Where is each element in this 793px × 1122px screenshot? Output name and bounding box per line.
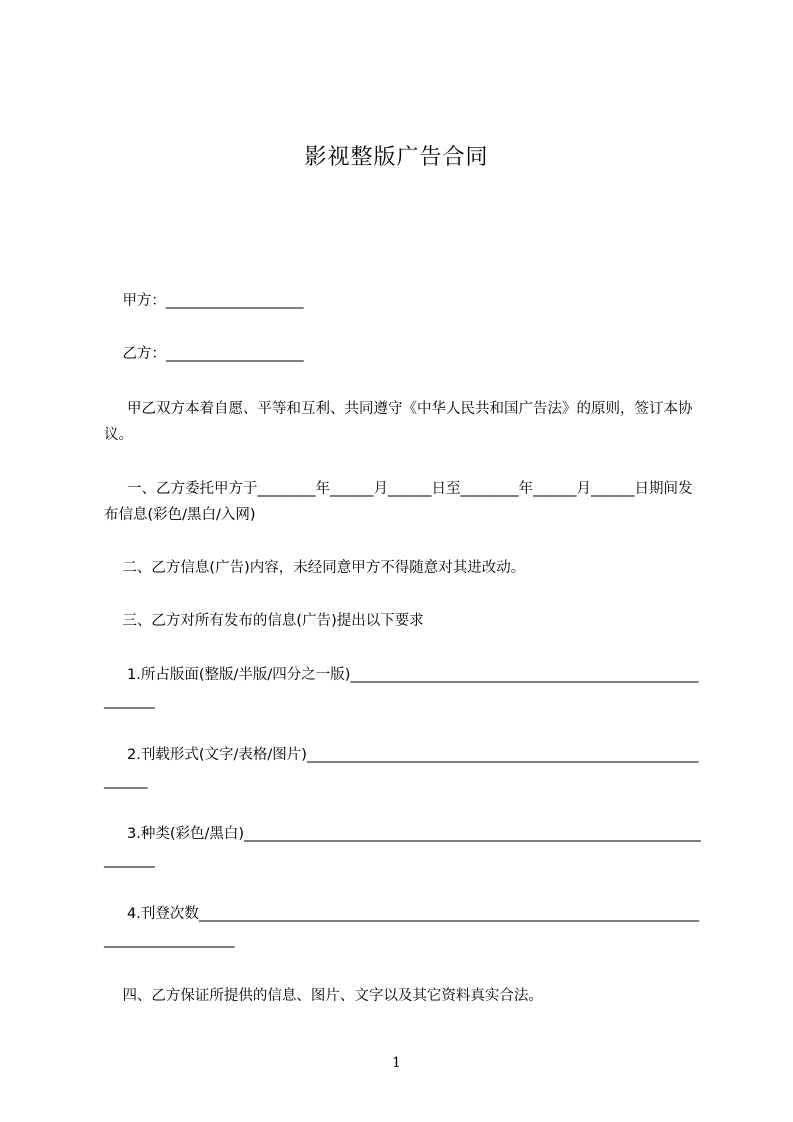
clause-1: 一、乙方委托甲方于________年______月______日至________年______月______日期间发布信息(彩色/黑白/入网) <box>104 481 693 523</box>
clause-2: 二、乙方信息(广告)内容，未经同意甲方不得随意对其进改动。 <box>104 560 526 576</box>
clause-3: 三、乙方对所有发布的信息(广告)提出以下要求 <box>104 613 424 629</box>
clause-4: 四、乙方保证所提供的信息、图片、文字以及其它资料真实合法。 <box>104 988 543 1004</box>
document-title: 影视整版广告合同 <box>304 145 489 170</box>
intro-paragraph: 甲乙双方本着自愿、平等和互利、共同遵守《中华人民共和国广告法》的原则，签订本协议。 <box>104 401 693 443</box>
requirement-3: 3.种类(彩色/黑白)______________________________________________________________________ <box>104 826 701 868</box>
party-a-line: 甲方：___________________ <box>104 293 304 309</box>
requirement-2: 2.刊载形式(文字/表格/图片)____________________________________________________________ <box>104 747 699 789</box>
party-b-line: 乙方：___________________ <box>104 346 304 362</box>
requirement-4: 4.刊登次数_______________________________________________________________________________________ <box>104 906 700 948</box>
page-number: 1 <box>392 1055 401 1071</box>
requirement-1: 1.所占版面(整版/半版/四分之一版)_______________________________________________________ <box>104 667 699 709</box>
